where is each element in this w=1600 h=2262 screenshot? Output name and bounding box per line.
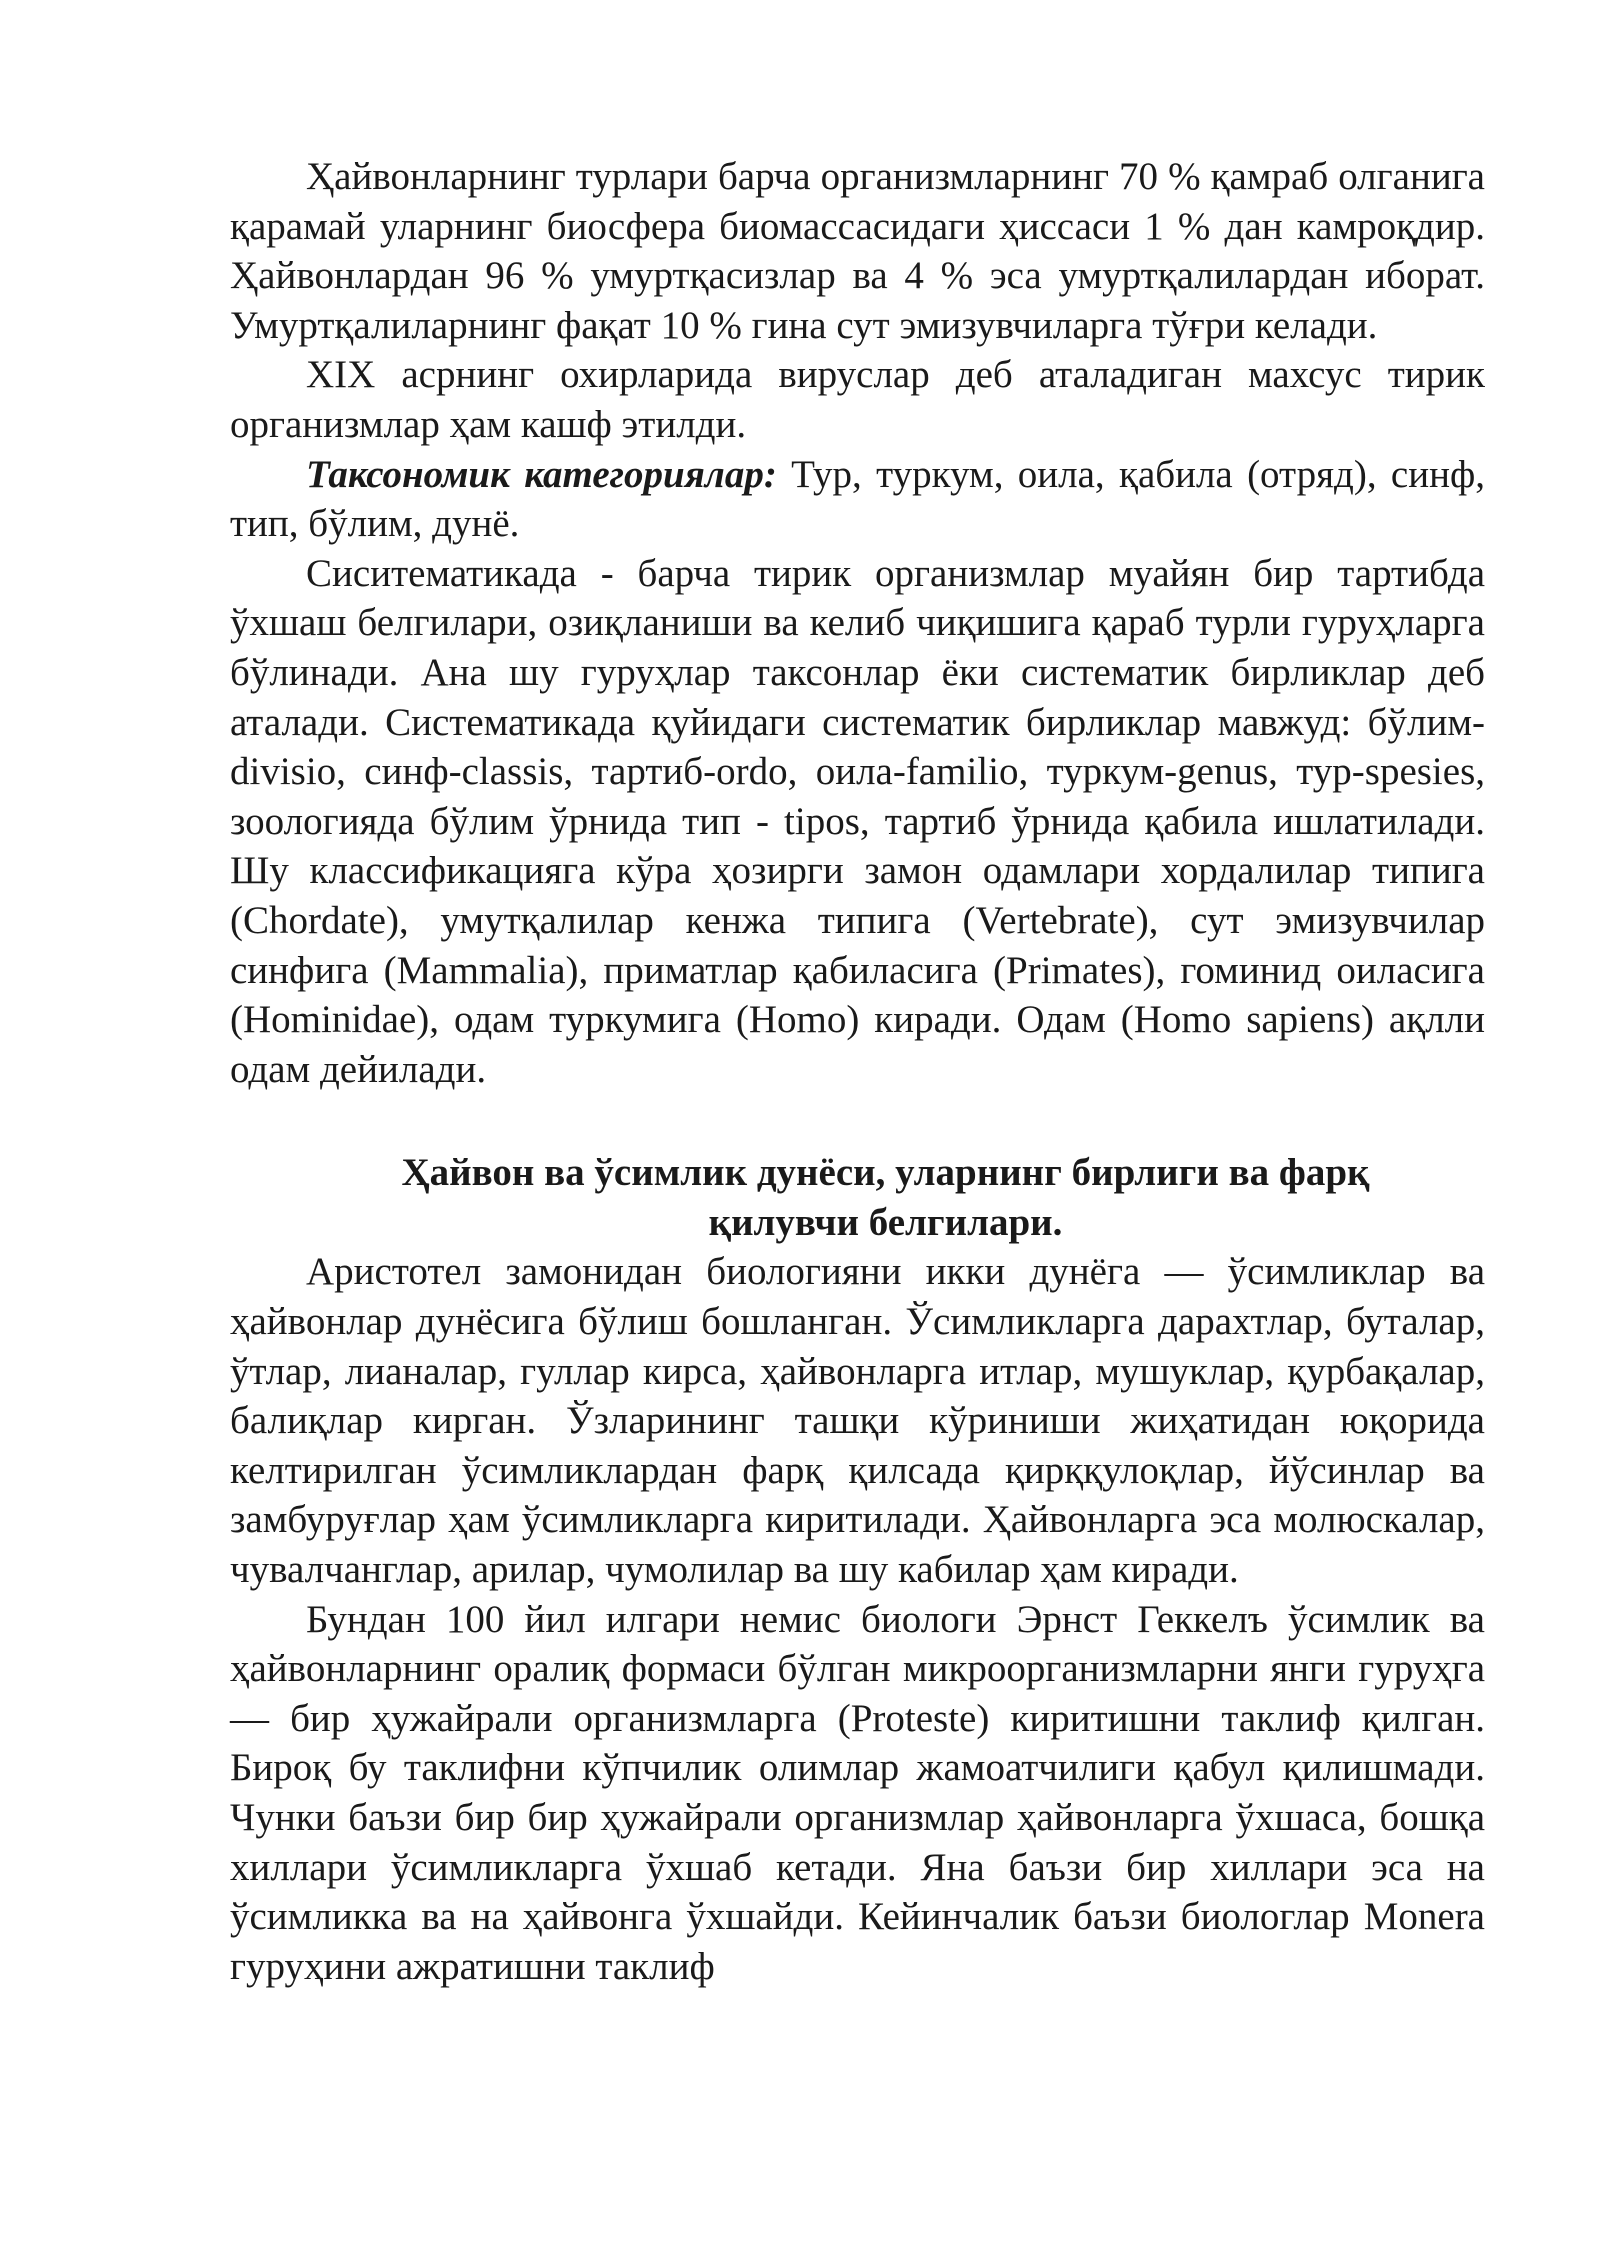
paragraph-taxonomy <box>230 450 1485 549</box>
paragraph-haeckel: Бундан 100 йил илгари немис биологи Эрнст Геккелъ ўсимлик ва ҳайвонларнинг оралиқ формаси бўлган микроорганизмларни янги гуруҳга — бир ҳужайрали организмларга (Proteste) киритишни таклиф қилган. Бироқ бу таклифни кўпчилик олимлар жамоатчилиги қабул қилишмади. Чунки баъзи бир бир ҳужайрали организмлар ҳайвонларга ўхшаса, бошқа хиллари ўсимликларга ўхшаб кетади. Яна баъзи бир хиллари эса на ўсимликка ва на ҳайвонга ўхшайди. Кейинчалик баъзи биологлар Monera гуруҳини ажратишни таклиф <box>230 1597 1485 1988</box>
section-heading-line2: қилувчи белгилари. <box>708 1200 1063 1244</box>
paragraph-aristotle: Аристотел замонидан биологияни икки дунёга — ўсимликлар ва ҳайвонлар дунёсига бўлиш бошланган. Ўсимликларга дарахтлар, буталар, ўтлар, лианалар, гуллар кирса, ҳайвонларга итлар, мушуклар, қурбақалар, балиқлар кирган. Ўзларининг ташқи кўриниши жиҳатидан юқорида келтирилган ўсимликлардан фарқ қилсада қирққулоқлар, йўсинлар ва замбуруғлар ҳам ўсимликларга киритилади. Ҳайвонларга эса молюскалар, чувалчанглар, арилар, чумолилар ва шу кабилар ҳам киради. <box>230 1250 1485 1592</box>
taxonomy-text: Тур, туркум, оила, қабила (отряд), синф, тип, бўлим, дунё. <box>230 452 1485 546</box>
section-heading <box>230 1148 1485 1247</box>
paragraph-viruses: XIX асрнинг охирларида вируслар деб аталадиган махсус тирик организмлар ҳам кашф этилди. <box>230 353 1485 446</box>
section-heading-line1: Ҳайвон ва ўсимлик дунёси, уларнинг бирлиги ва фарқ <box>401 1151 1370 1195</box>
paragraph-animal-species: Ҳайвонларнинг турлари барча организмларнинг 70 % қамраб олганига қарамай уларнинг биосфера биомассасидаги ҳиссаси 1 % дан камроқдир. Ҳайвонлардан 96 % умуртқасизлар ва 4 % эса умуртқалилардан иборат. Умуртқалиларнинг фақат 10 % гина сут эмизувчиларга тўғри келади. <box>230 155 1485 347</box>
taxonomy-term: Таксономик категориялар: <box>306 452 777 496</box>
document-page <box>230 152 1485 1991</box>
paragraph-systematics: Сиситематикада - барча тирик организмлар муайян бир тартибда ўхшаш белгилари, озиқланиши ва келиб чиқишига қараб турли гуруҳларга бўлинади. Ана шу гуруҳлар таксонлар ёки систематик бирликлар деб аталади. Систематикада қуйидаги систематик бирликлар мавжуд: бўлим-divisio, синф-classis, тартиб-ordo, оила-familio, туркум-genus, тур-spesies, зоологияда бўлим ўрнида тип - tipos, тартиб ўрнида қабила ишлатилади. Шу классификацияга кўра ҳозирги замон одамлари хордалилар типига (Chordate), умутқалилар кенжа типига (Vertebrate), сут эмизувчилар синфига (Mammalia), приматлар қабиласига (Primates), гоминид оиласига (Hominidae), одам туркумига (Homo) киради. Одам (Homo sapiens) ақлли одам дейилади. <box>230 551 1485 1091</box>
